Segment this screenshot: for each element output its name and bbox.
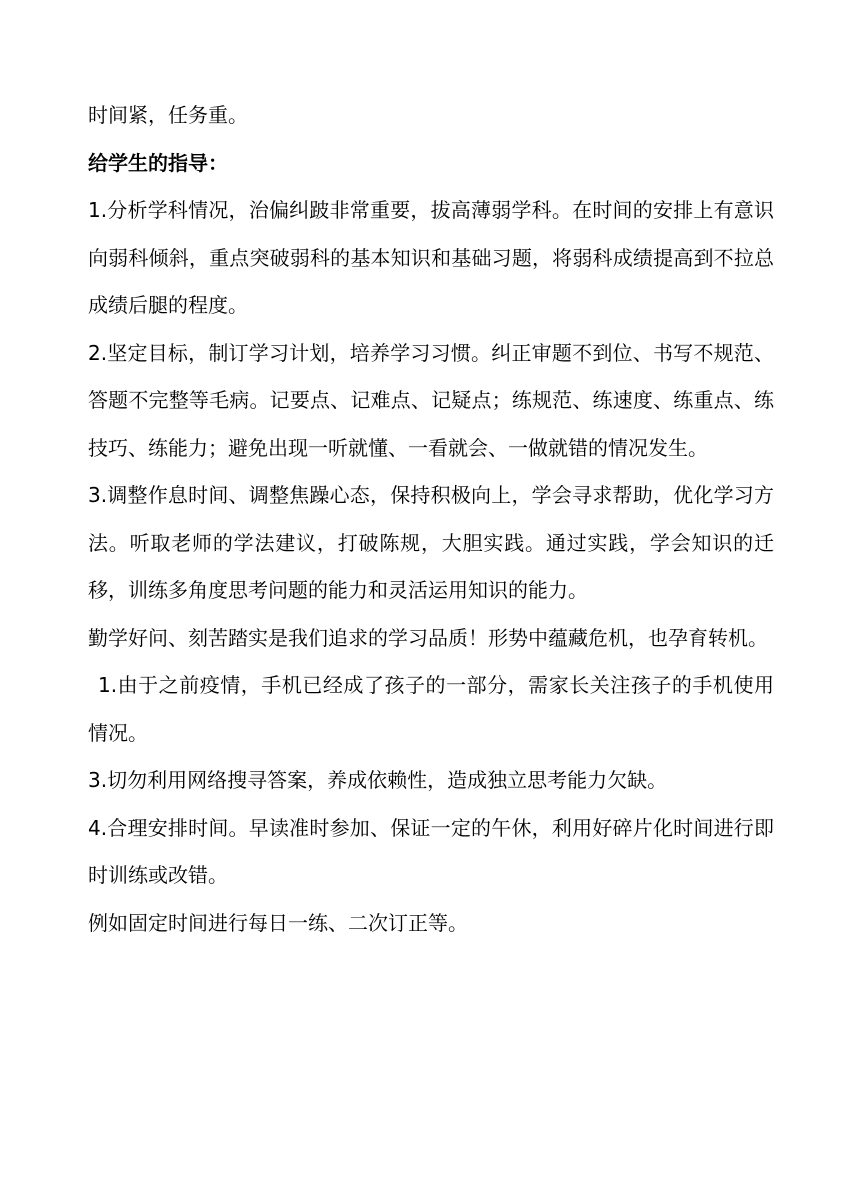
- paragraph-item-2: 2.坚定目标，制订学习计划，培养学习习惯。纠正审题不到位、书写不规范、答题不完整等毛病。记要点、记难点、记疑点；练规范、练速度、练重点、练技巧、练能力；避免出现一听就懂、一看就会、一做就错的情况发生。: [88, 340, 774, 460]
- paragraph-intro: 时间紧，任务重。: [88, 103, 248, 127]
- paragraph-summary: 勤学好问、刻苦踏实是我们追求的学习品质！形势中蕴藏危机，也孕育转机。: [88, 625, 768, 650]
- paragraph-parent-item-1: 1.由于之前疫情，手机已经成了孩子的一部分，需家长关注孩子的手机使用情况。: [88, 673, 774, 745]
- paragraph-parent-item-3: 3.切勿利用网络搜寻答案，养成依赖性，造成独立思考能力欠缺。: [88, 768, 668, 792]
- paragraph-item-1: 1.分析学科情况，治偏纠跛非常重要，拔高薄弱学科。在时间的安排上有意识向弱科倾斜，重点突破弱科的基本知识和基础习题，将弱科成绩提高到不拉总成绩后腿的程度。: [88, 198, 774, 317]
- document-page: [88, 92, 774, 947]
- section-heading-student-guidance: 给学生的指导：: [88, 150, 228, 175]
- paragraph-item-3: 3.调整作息时间、调整焦躁心态，保持积极向上，学会寻求帮助，优化学习方法。听取老师的学法建议，打破陈规，大胆实践。通过实践，学会知识的迁移，训练多角度思考问题的能力和灵活运用知识的能力。: [88, 483, 774, 602]
- paragraph-example: 例如固定时间进行每日一练、二次订正等。: [88, 910, 468, 935]
- paragraph-parent-item-4: 4.合理安排时间。早读准时参加、保证一定的午休，利用好碎片化时间进行即时训练或改错。: [88, 815, 774, 887]
